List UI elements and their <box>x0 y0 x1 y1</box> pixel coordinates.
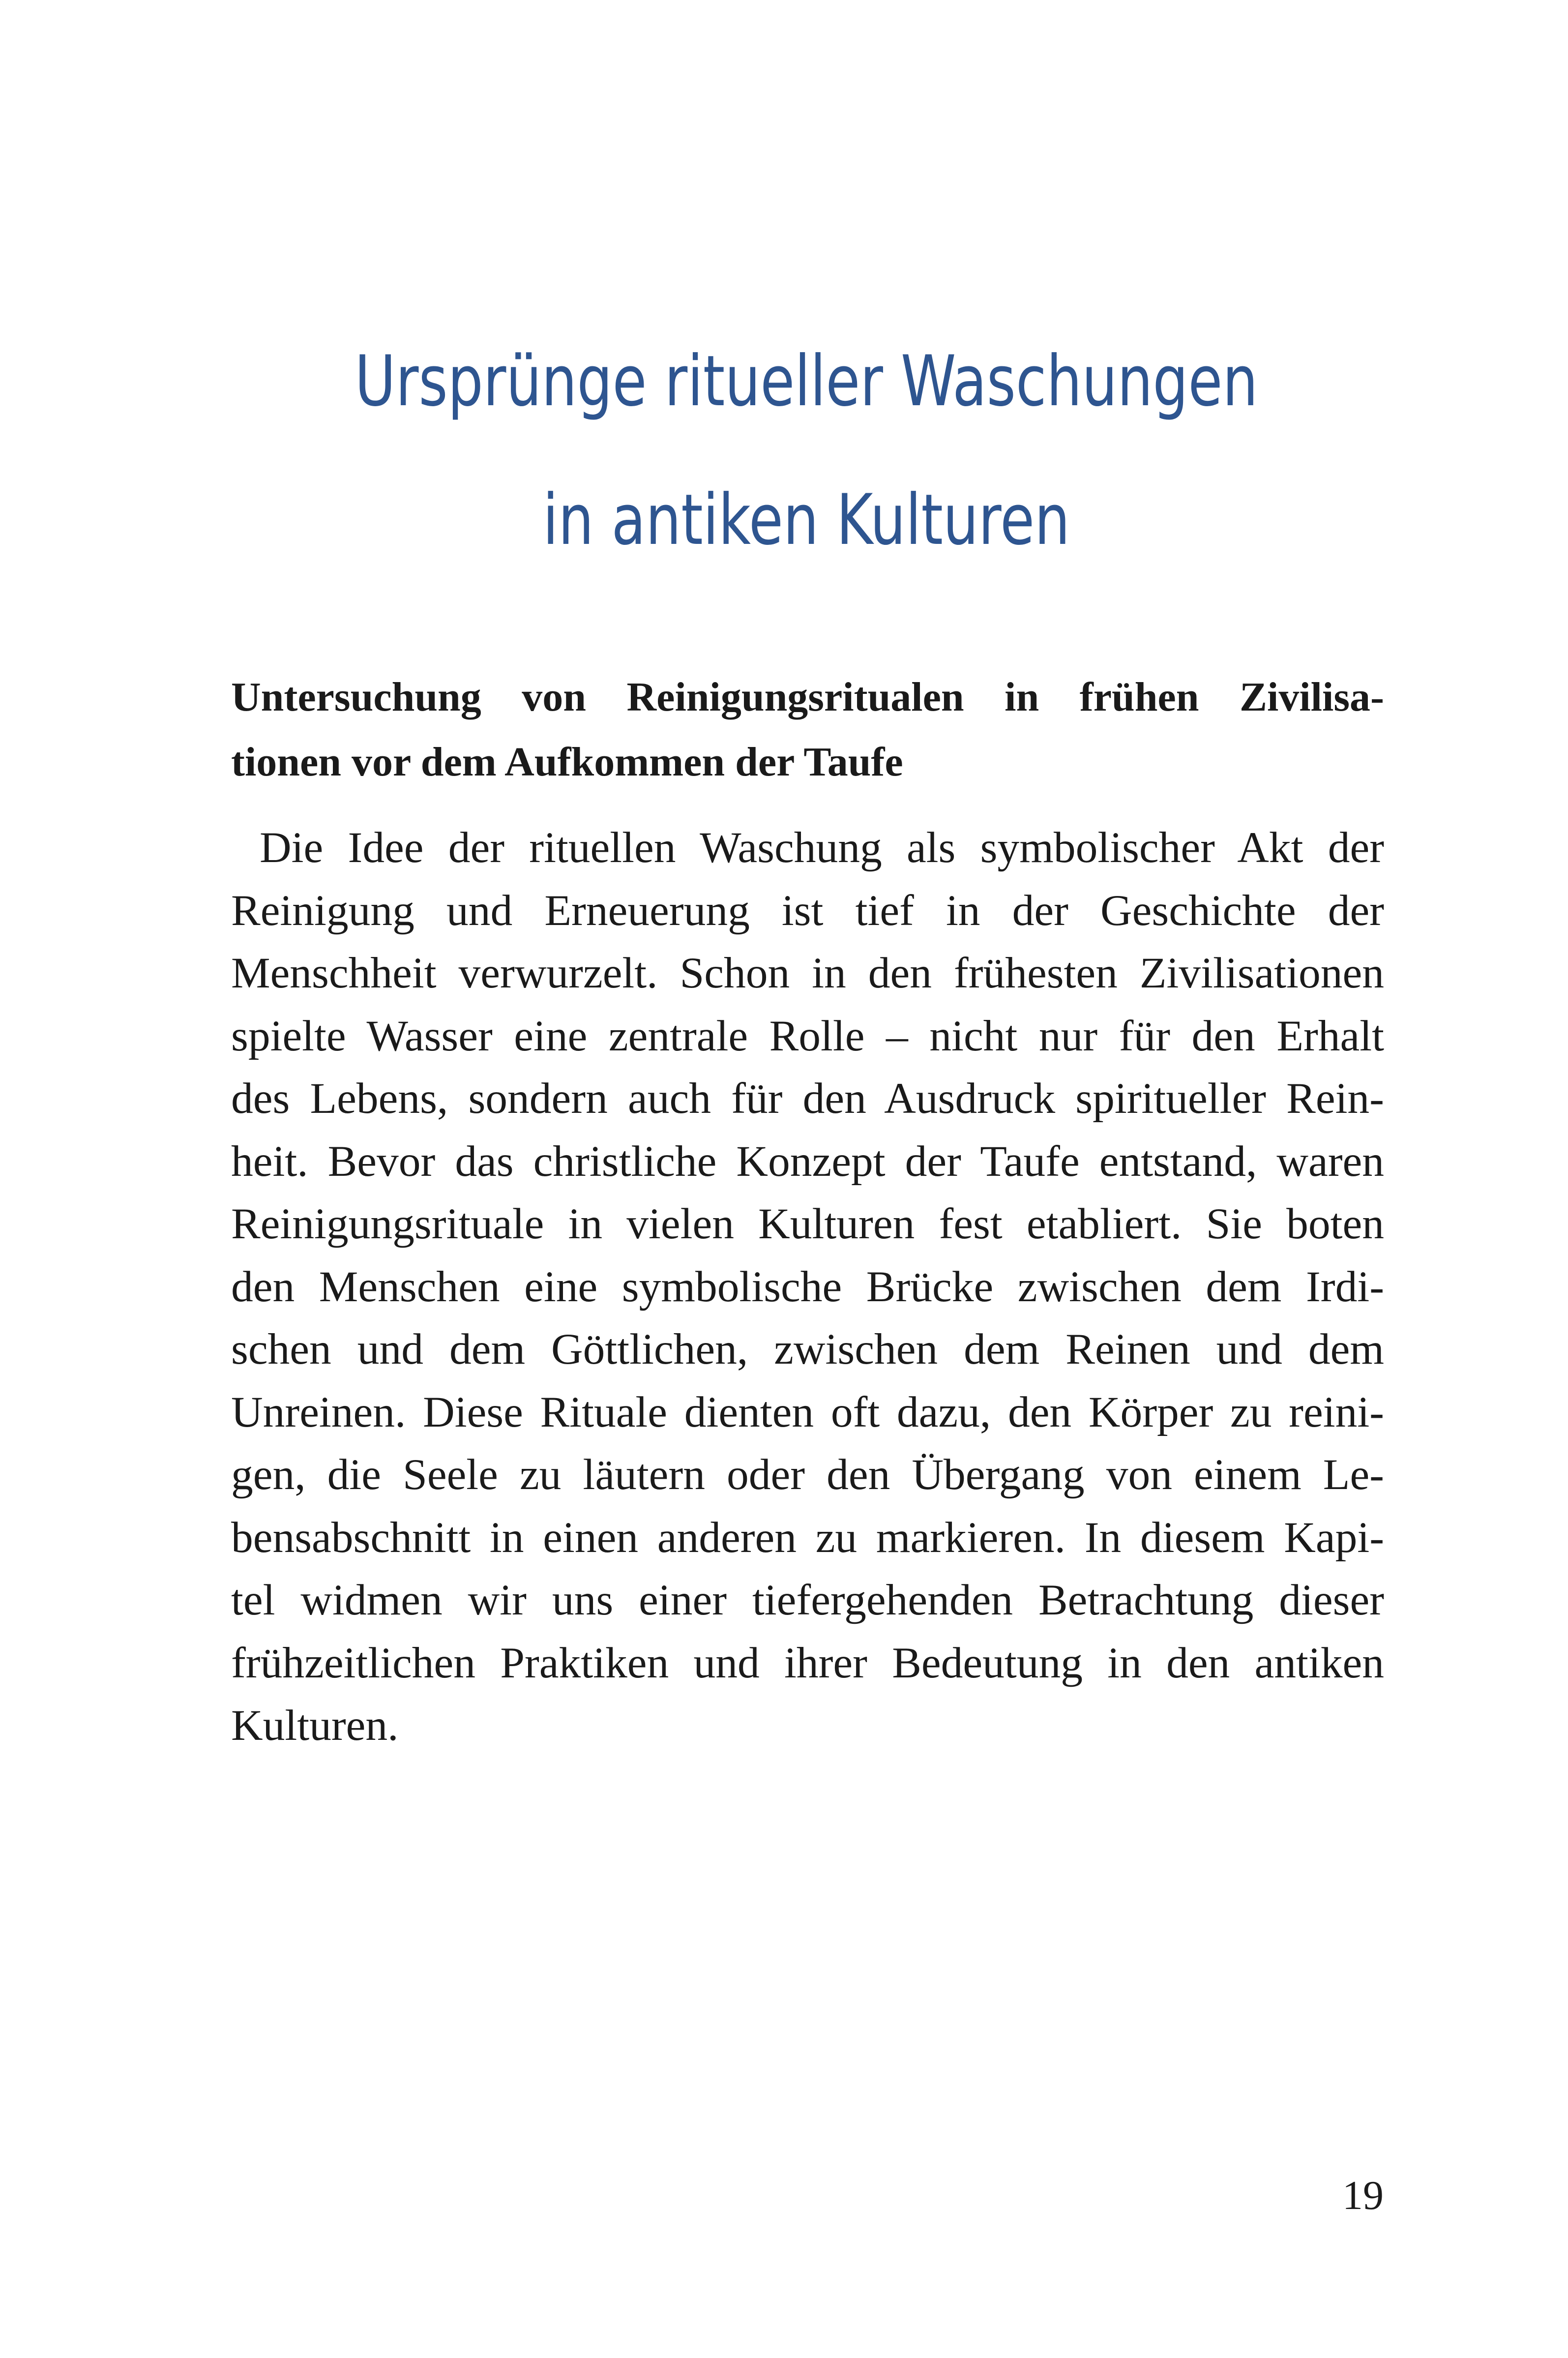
page-number: 19 <box>1342 2173 1384 2218</box>
paragraph-line: heit. Bevor das christliche Konzept der Taufe entstand, waren <box>231 1136 1384 1186</box>
paragraph-line: tel widmen wir uns einer tiefergehenden Betrachtung dieser <box>231 1576 1384 1624</box>
paragraph-line: Menschheit verwurzelt. Schon in den frühesten Zivilisationen <box>231 949 1384 997</box>
paragraph-line: Kulturen. <box>231 1701 399 1750</box>
chapter-title <box>346 312 1267 590</box>
paragraph-line: des Lebens, sondern auch für den Ausdruck spiritueller Rein- <box>231 1074 1384 1123</box>
chapter-title-line-2: in antiken Kulturen <box>542 479 1070 561</box>
paragraph-line: Reinigungsrituale in vielen Kulturen fest etabliert. Sie boten <box>231 1199 1384 1248</box>
body-paragraph <box>231 816 1384 1757</box>
paragraph-line: spielte Wasser eine zentrale Rolle – nicht nur für den Erhalt <box>231 1011 1384 1060</box>
paragraph-line: Die Idee der rituellen Waschung als symbolischer Akt der <box>260 823 1384 872</box>
paragraph-line: Reinigung und Erneuerung ist tief in der Geschichte der <box>231 886 1384 935</box>
paragraph-line: gen, die Seele zu läutern oder den Übergang von einem Le- <box>231 1450 1384 1499</box>
section-subtitle <box>231 665 1384 795</box>
subtitle-line-1: Untersuchung von Reinigungsritualen in frühen Zivilisa- <box>231 674 1384 720</box>
subtitle-line-2: tionen vor dem Aufkommen der Taufe <box>231 739 903 785</box>
paragraph-line: frühzeitlichen Praktiken und ihrer Bedeutung in den antiken <box>231 1638 1384 1687</box>
paragraph-line: Unreinen. Diese Rituale dienten oft dazu, den Körper zu reini- <box>231 1387 1384 1436</box>
paragraph-line: bensabschnitt in einen anderen zu markieren. In diesem Kapi- <box>231 1513 1384 1562</box>
paragraph-line: schen und dem Göttlichen, zwischen dem Reinen und dem <box>231 1325 1384 1373</box>
chapter-title-line-1: Ursprünge ritueller Waschungen <box>355 341 1258 422</box>
paragraph-line: den Menschen eine symbolische Brücke zwischen dem Irdi- <box>231 1262 1384 1311</box>
